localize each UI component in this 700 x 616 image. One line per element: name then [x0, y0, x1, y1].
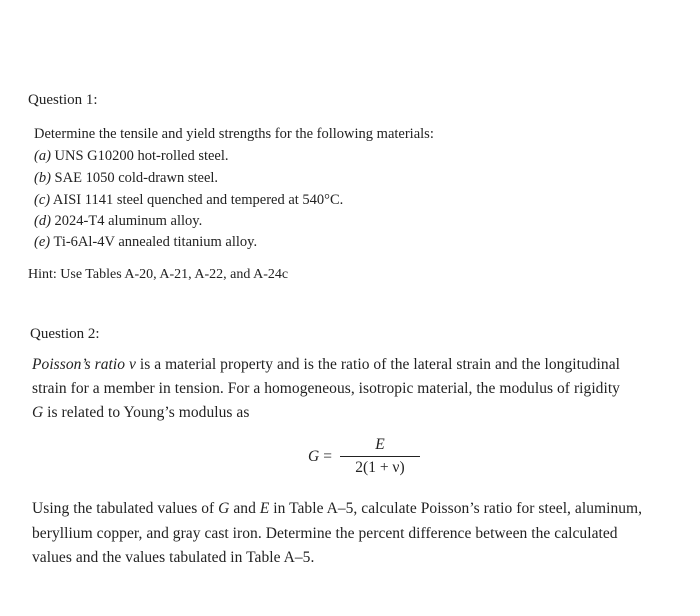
q2-para1-line1-rest: is a material property and is the ratio of the lateral strain and the longitudinal — [135, 356, 621, 373]
q1-item-d-text: 2024-T4 aluminum alloy. — [54, 213, 203, 229]
poisson-formula — [308, 436, 420, 477]
q1-item-c-letter: (c) — [34, 192, 51, 208]
formula-equals: = — [323, 447, 332, 465]
q1-item-c-text: AISI 1141 steel quenched and tempered at 540°C. — [52, 192, 344, 208]
q1-item-c — [34, 192, 343, 209]
question-1-intro: Determine the tensile and yield strengths for the following materials: — [34, 126, 434, 142]
q1-item-e-letter: (e) — [34, 234, 51, 250]
q1-item-b-text: SAE 1050 cold-drawn steel. — [54, 170, 219, 186]
q2-para2-line1-b: and — [229, 500, 260, 517]
q2-para2-line3: values and the values tabulated in Table A–5. — [32, 549, 315, 566]
formula-lhs: G — [308, 447, 320, 465]
q2-para2-line1-a: Using the tabulated values of — [32, 500, 219, 517]
formula-numerator: E — [375, 436, 385, 453]
q1-item-e-text: Ti-6Al-4V annealed titanium alloy. — [53, 234, 258, 250]
nu-symbol: ν — [129, 356, 136, 373]
q2-para1-line3 — [32, 404, 249, 422]
q1-item-a-text: UNS G10200 hot-rolled steel. — [54, 148, 229, 164]
q2-para2-line1 — [32, 500, 642, 518]
q2-para1-line2: strain for a member in tension. For a homogeneous, isotropic material, the modulus of rigidity — [32, 380, 620, 397]
q1-item-a-letter: (a) — [34, 148, 51, 164]
question-1-title: Question 1: — [28, 92, 98, 108]
q1-item-b — [34, 170, 218, 187]
q2-para2-e-symbol: E — [259, 500, 270, 517]
q2-para2-line1-c: in Table A–5, calculate Poisson’s ratio for steel, aluminum, — [269, 500, 643, 517]
q2-para1-line1 — [32, 356, 620, 374]
g-symbol: G — [32, 404, 44, 421]
q2-para1-line3-rest: is related to Young’s modulus as — [43, 404, 250, 421]
q1-item-b-letter: (b) — [34, 170, 51, 186]
q2-para2-line2: beryllium copper, and gray cast iron. Determine the percent difference between the calculated — [32, 525, 618, 542]
question-2-title: Question 2: — [30, 326, 100, 342]
q1-item-a — [34, 148, 229, 165]
q2-para2-g-symbol: G — [218, 500, 230, 517]
formula-denominator: 2(1 + ν) — [355, 459, 405, 476]
q1-item-e — [34, 234, 257, 251]
formula-fraction — [340, 436, 420, 477]
q1-item-d — [34, 213, 202, 230]
q1-item-d-letter: (d) — [34, 213, 51, 229]
question-1-hint: Hint: Use Tables A-20, A-21, A-22, and A-24c — [28, 267, 289, 282]
poissons-ratio-term: Poisson’s ratio — [32, 356, 126, 373]
